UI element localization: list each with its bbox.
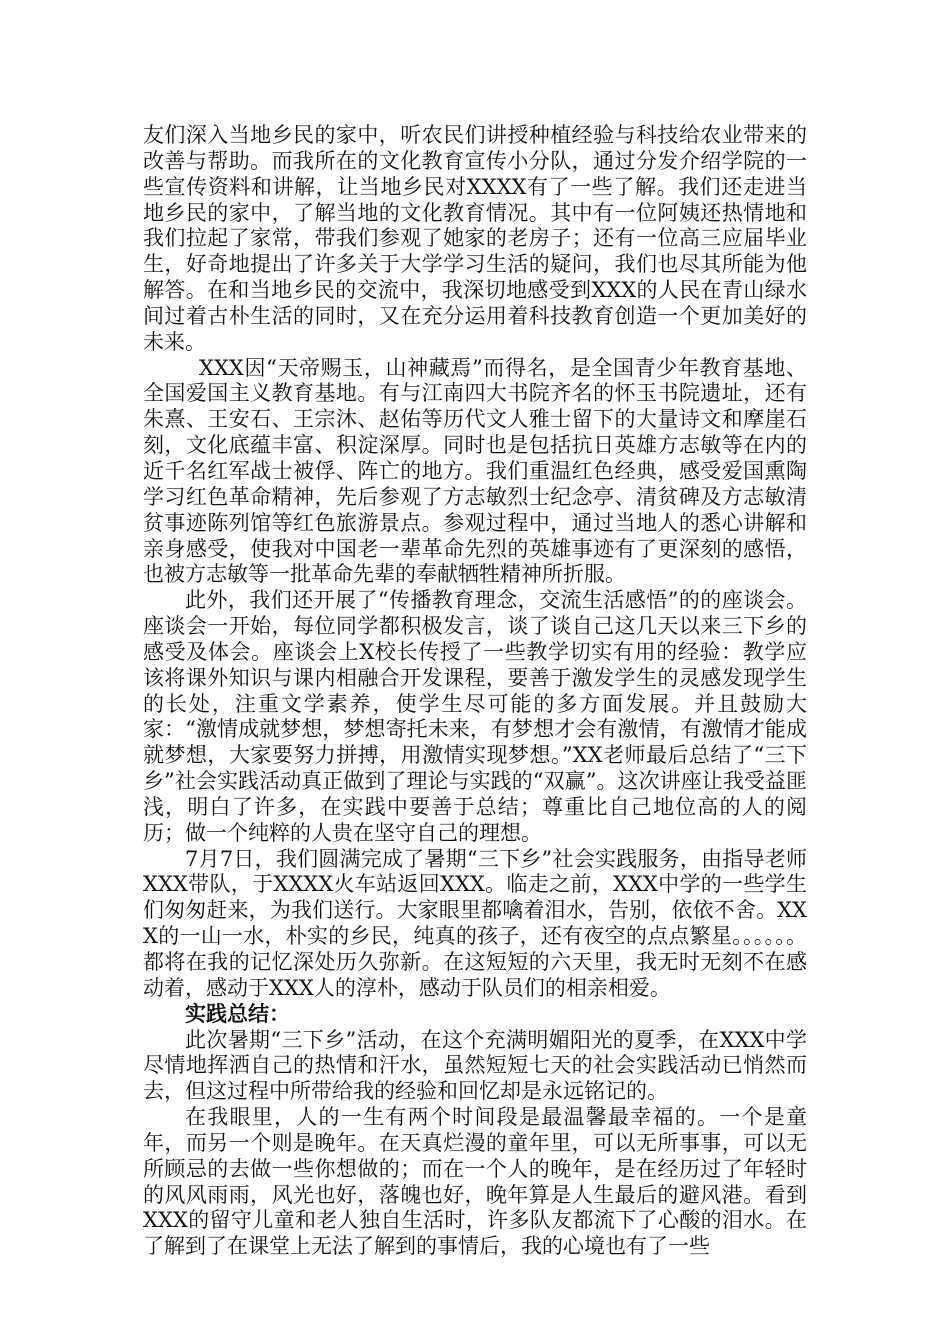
document-body — [143, 123, 807, 1260]
paragraph-villager-visits: 友们深入当地乡民的家中，听农民们讲授种植经验与科技给农业带来的改善与帮助。而我所在的文化教育宣传小分队，通过分发介绍学院的一些宣传资料和讲解，让当地乡民对XXXX有了一些了解。我们还走进当地乡民的家中，了解当地的文化教育情况。其中有一位阿姨还热情地和我们拉起了家常，带我们参观了她家的老房子；还有一位高三应届毕业生，好奇地提出了许多关于大学学习生活的疑问，我们也尽其所能为他解答。在和当地乡民的交流中，我深切地感受到XXX的人民在青山绿水间过着古朴生活的同时，又在充分运用着科技教育创造一个更加美好的未来。 — [143, 123, 807, 354]
paragraph-red-education: XXX因“天帝赐玉，山神藏焉”而得名，是全国青少年教育基地、全国爱国主义教育基地。有与江南四大书院齐名的怀玉书院遗址，还有朱熹、王安石、王宗沐、赵佑等历代文人雅士留下的大量诗文和摩崖石刻，文化底蕴丰富、积淀深厚。同时也是包括抗日英雄方志敏等在内的近千名红军战士被俘、阵亡的地方。我们重温红色经典，感受爱国熏陶学习红色革命精神，先后参观了方志敏烈士纪念亭、清贫碑及方志敏清贫事迹陈列馆等红色旅游景点。参观过程中，通过当地人的悉心讲解和亲身感受，使我对中国老一辈革命先烈的英雄事迹有了更深刻的感悟，也被方志敏等一批革命先辈的奉献牺牲精神所折服。 — [143, 355, 807, 587]
paragraph-summary-intro: 此次暑期“三下乡”活动，在这个充满明媚阳光的夏季，在XXX中学尽情地挥洒自己的热情和汗水，虽然短短七天的社会实践活动已悄然而去，但这过程中所带给我的经验和回忆却是永远铭记的。 — [143, 1027, 807, 1104]
paragraph-return-trip: 7月7日，我们圆满完成了暑期“三下乡”社会实践服务，由指导老师XXX带队，于XXXX火车站返回XXX。临走之前，XXX中学的一些学生们匆匆赶来，为我们送行。大家眼里都噙着泪水，告别，依依不舍。XXX的一山一水，朴实的乡民，纯真的孩子，还有夜空的点点繁星。。。。。。都将在我的记忆深处历久弥新。在这短短的六天里，我无时无刻不在感动着，感动于XXX人的淳朴，感动于队员们的相亲相爱。 — [143, 846, 807, 1000]
paragraph-seminar: 此外，我们还开展了“传播教育理念，交流生活感悟”的的座谈会。座谈会一开始，每位同学都积极发言，谈了谈自己这几天以来三下乡的感受及体会。座谈会上X校长传授了一些教学切实有用的经验：教学应该将课外知识与课内相融合开发课程，要善于激发学生的灵感发现学生的长处，注重文学素养，使学生尽可能的多方面发展。并且鼓励大家：“激情成就梦想，梦想寄托未来，有梦想才会有激情，有激情才能成就梦想，大家要努力拼搏，用激情实现梦想。”XX老师最后总结了“三下乡”社会实践活动真正做到了理论与实践的“双赢”。这次讲座让我受益匪浅，明白了许多，在实践中要善于总结；尊重比自己地位高的人的阅历；做一个纯粹的人贵在坚守自己的理想。 — [143, 588, 807, 845]
section-heading-summary: 实践总结： — [185, 1001, 290, 1026]
paragraph-summary-reflection: 在我眼里，人的一生有两个时间段是最温馨最幸福的。一个是童年，而另一个则是晚年。在天真烂漫的童年里，可以无所事事，可以无所顾忌的去做一些你想做的；而在一个人的晚年，是在经历过了年轻时的风风雨雨，风光也好，落魄也好，晚年算是人生最后的避风港。看到XXX的留守儿童和老人独自生活时，许多队友都流下了心酸的泪水。在了解到了在课堂上无法了解到的事情后，我的心境也有了一些 — [143, 1105, 807, 1259]
